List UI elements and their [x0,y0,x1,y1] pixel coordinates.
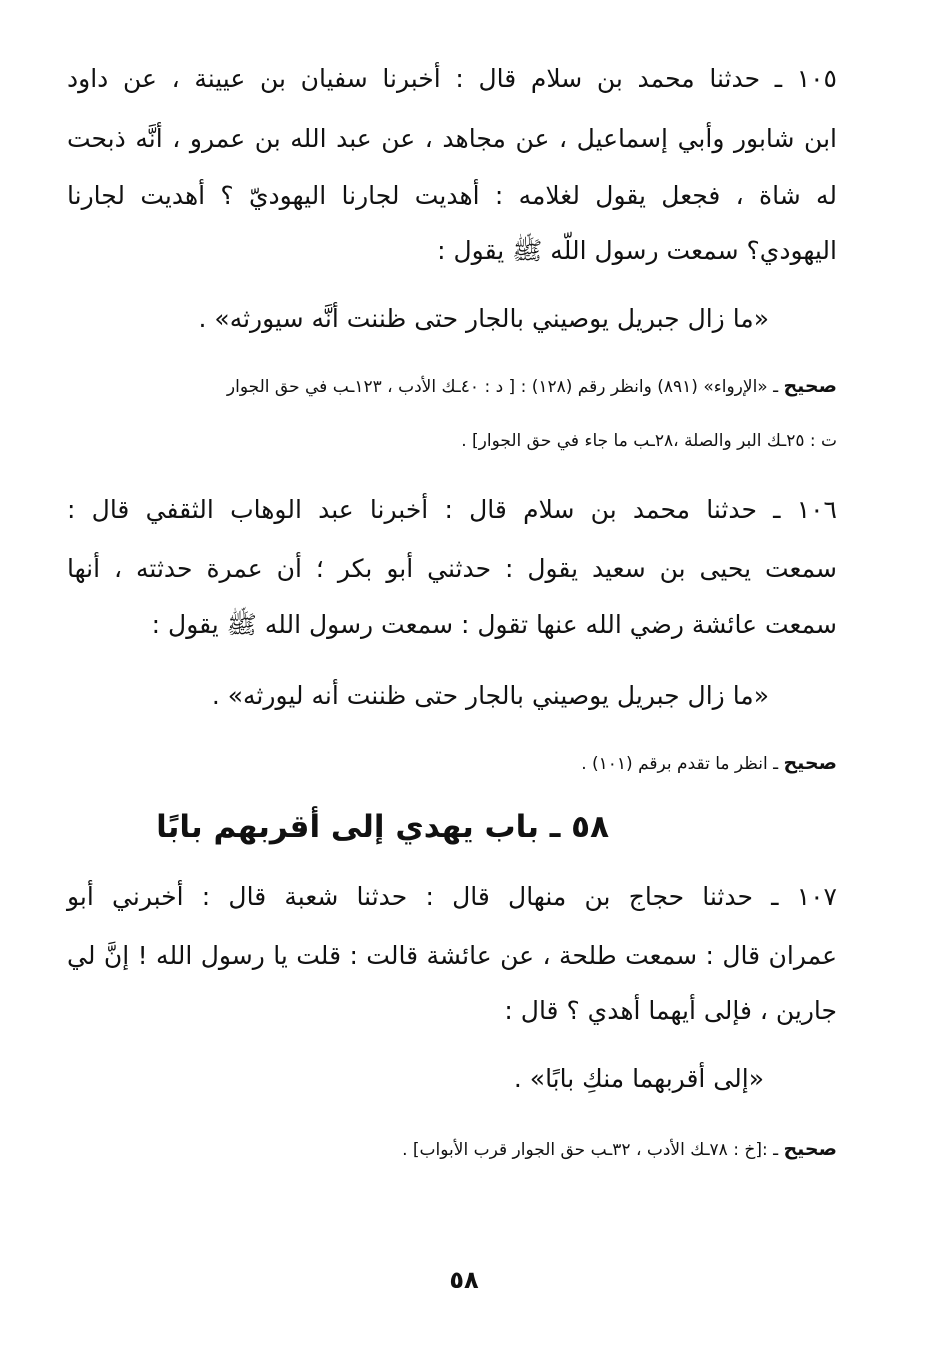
hadith-107-quote: «إلى أقربهما منكِ بابًا» . [513,1064,764,1093]
hadith-106-line-3: سمعت عائشة رضي الله عنها تقول : سمعت رسول الله ﷺ يقول : [151,610,837,639]
grading-reference: ـ «الإرواء» (٨٩١) وانظر رقم (١٢٨) : [ د : ٤٠ـك الأدب ، ١٢٣ـب في حق الجوار [226,377,784,397]
grading-label: صحيح [783,752,837,774]
hadith-107-grading-note [67,1140,837,1159]
hadith-107-line-3: جارين ، فإلى أيهما أهدي ؟ قال : [504,996,837,1025]
grading-label: صحيح [783,375,837,397]
hadith-105-line-4: اليهودي؟ سمعت رسول اللّه ﷺ يقول : [437,236,837,265]
hadith-105-grading-note-line-1 [67,377,837,396]
hadith-105-grading-note-line-2: ت : ٢٥ـك البر والصلة ،٢٨ـب ما جاء في حق الجوار] . [461,431,837,451]
page-number: ٥٨ [449,1266,479,1294]
hadith-105-quote: «ما زال جبريل يوصيني بالجار حتى ظننت أنَّه سيورثه» . [198,304,769,333]
hadith-105-line-3: له شاة ، فجعل يقول لغلامه : أهديت لجارنا اليهوديّ ؟ أهديت لجارنا [67,181,837,210]
hadith-106-line-1: ١٠٦ ـ حدثنا محمد بن سلام قال : أخبرنا عبد الوهاب الثقفي قال : [67,495,837,524]
hadith-106-line-2: سمعت يحيى بن سعيد يقول : حدثني أبو بكر ؛ أن عمرة حدثته ، أنها [67,554,837,583]
hadith-105-line-2: ابن شابور وأبي إسماعيل ، عن مجاهد ، عن عبد الله بن عمرو ، أنَّه ذبحت [67,124,837,153]
hadith-106-grading-note [67,754,837,773]
hadith-107-line-2: عمران قال : سمعت طلحة ، عن عائشة قالت : قلت يا رسول الله ! إنَّ لي [67,941,837,970]
hadith-107-line-1: ١٠٧ ـ حدثنا حجاج بن منهال قال : حدثنا شعبة قال : أخبرني أبو [67,882,837,911]
chapter-title: ٥٨ ـ باب يهدي إلى أقربهم بابًا [156,809,609,845]
grading-label: صحيح [783,1138,837,1160]
grading-reference: ـ :[خ : ٧٨ـك الأدب ، ٣٢ـب حق الجوار قرب الأبواب] . [402,1140,784,1160]
hadith-105-line-1: ١٠٥ ـ حدثنا محمد بن سلام قال : أخبرنا سفيان بن عيينة ، عن داود [67,64,837,93]
grading-reference: ـ انظر ما تقدم برقم (١٠١) . [581,754,784,774]
hadith-106-quote: «ما زال جبريل يوصيني بالجار حتى ظننت أنه ليورثه» . [211,681,769,710]
